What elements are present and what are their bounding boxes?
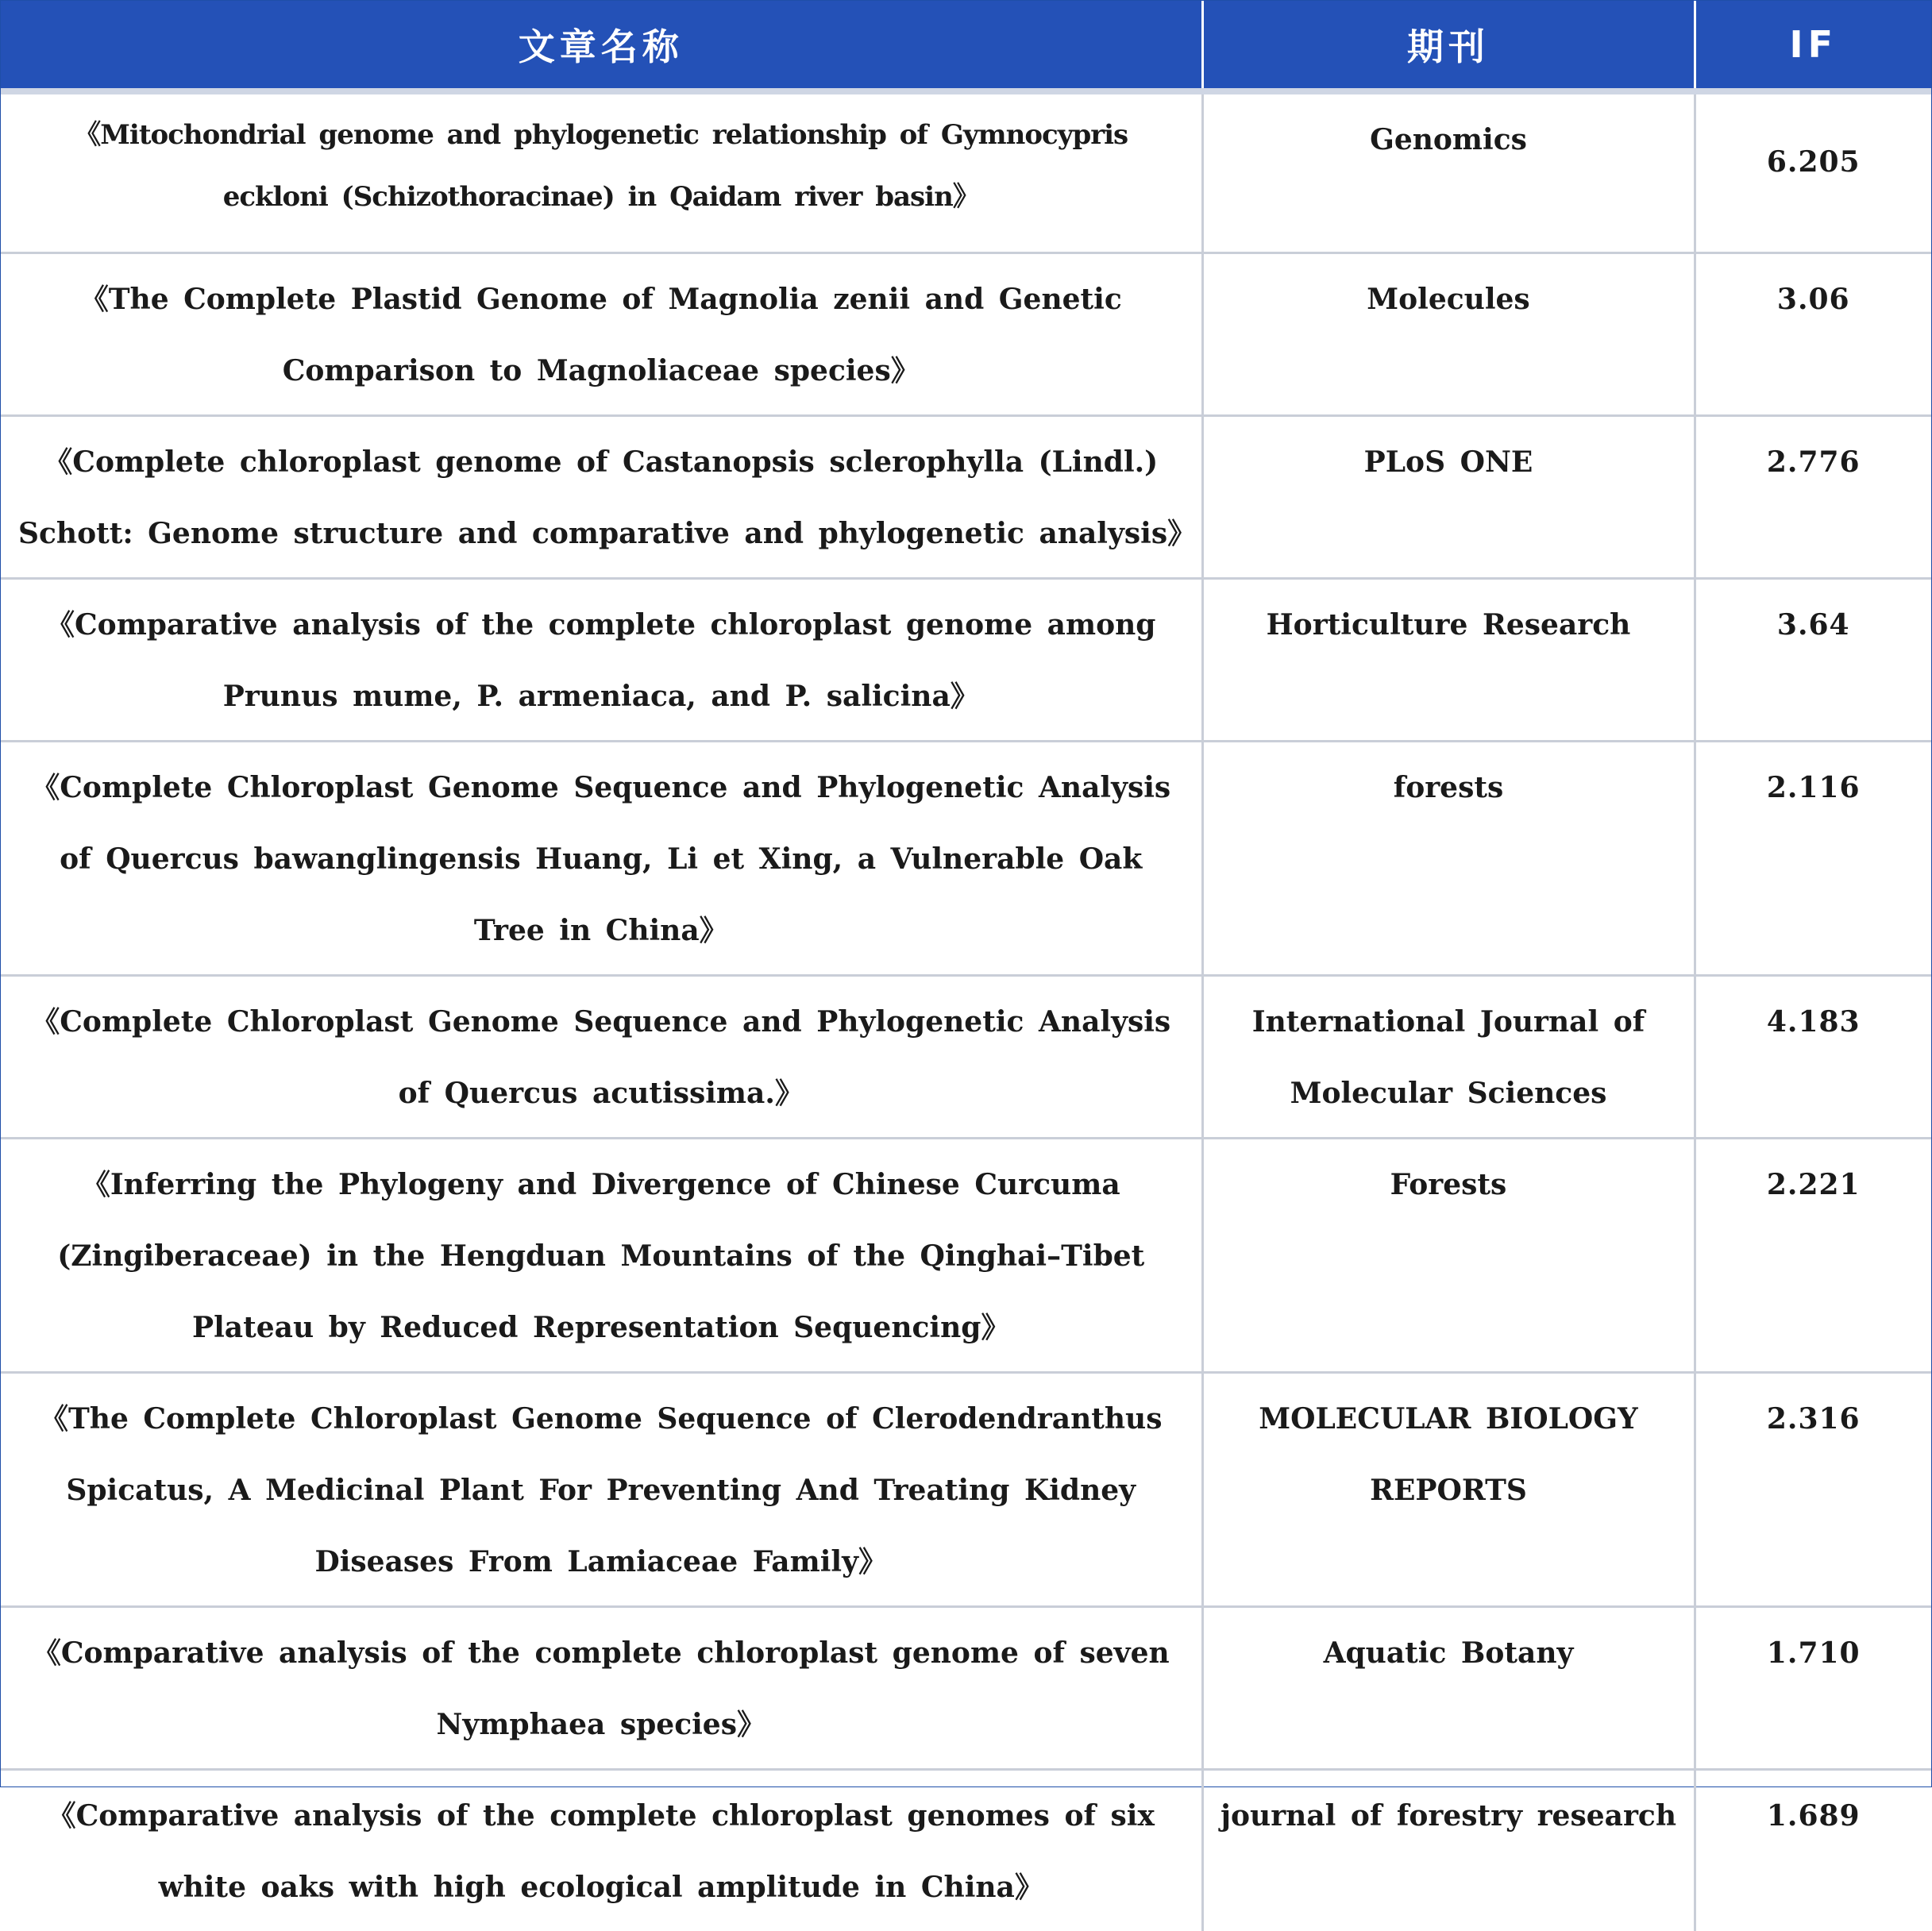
- article-title-cell: 《Complete Chloroplast Genome Sequence and Phylogenetic Analysis of Quercus bawanglingensis Huang, Li et Xing, a Vulnerable Oak Tree in China》: [1, 742, 1202, 976]
- impact-factor-cell: 3.64: [1695, 579, 1931, 742]
- journal-cell: Molecules: [1202, 253, 1695, 416]
- publication-table: [1, 1, 1931, 1931]
- journal-cell: PLoS ONE: [1202, 416, 1695, 579]
- journal-cell: Forests: [1202, 1139, 1695, 1373]
- article-title-cell: 《Comparative analysis of the complete chloroplast genomes of six white oaks with high ecological amplitude in China》: [1, 1770, 1202, 1931]
- header-row: [1, 1, 1931, 91]
- impact-factor-cell: 6.205: [1695, 91, 1931, 253]
- journal-cell: journal of forestry research: [1202, 1770, 1695, 1931]
- impact-factor-cell: 2.116: [1695, 742, 1931, 976]
- table-row: [1, 1770, 1931, 1931]
- article-title-cell: 《Complete Chloroplast Genome Sequence and Phylogenetic Analysis of Quercus acutissima.》: [1, 976, 1202, 1139]
- impact-factor-cell: 2.776: [1695, 416, 1931, 579]
- column-header-title: 文章名称: [1, 1, 1202, 91]
- column-header-journal: 期刊: [1202, 1, 1695, 91]
- table-row: [1, 1607, 1931, 1770]
- article-title-cell: 《Comparative analysis of the complete chloroplast genome among Prunus mume, P. armeniaca, and P. salicina》: [1, 579, 1202, 742]
- table-header: [1, 1, 1931, 91]
- article-title-cell: 《Comparative analysis of the complete chloroplast genome of seven Nymphaea species》: [1, 1607, 1202, 1770]
- article-title-cell: 《Complete chloroplast genome of Castanopsis sclerophylla (Lindl.) Schott: Genome structure and comparative and phylogenetic analysis》: [1, 416, 1202, 579]
- table-row: [1, 416, 1931, 579]
- table-row: [1, 976, 1931, 1139]
- impact-factor-cell: 1.710: [1695, 1607, 1931, 1770]
- table-row: [1, 742, 1931, 976]
- impact-factor-cell: 3.06: [1695, 253, 1931, 416]
- table-body: [1, 91, 1931, 1931]
- article-title-cell: 《The Complete Plastid Genome of Magnolia zenii and Genetic Comparison to Magnoliaceae species》: [1, 253, 1202, 416]
- impact-factor-cell: 4.183: [1695, 976, 1931, 1139]
- article-title-cell: 《Mitochondrial genome and phylogenetic relationship of Gymnocypris eckloni (Schizothoracinae) in Qaidam river basin》: [1, 91, 1202, 253]
- impact-factor-cell: 2.221: [1695, 1139, 1931, 1373]
- journal-cell: Horticulture Research: [1202, 579, 1695, 742]
- journal-cell: Genomics: [1202, 91, 1695, 253]
- journal-cell: MOLECULAR BIOLOGY REPORTS: [1202, 1373, 1695, 1607]
- journal-cell: forests: [1202, 742, 1695, 976]
- article-title-cell: 《The Complete Chloroplast Genome Sequence of Clerodendranthus Spicatus, A Medicinal Plant For Preventing And Treating Kidney Diseases From Lamiaceae Family》: [1, 1373, 1202, 1607]
- table-row: [1, 1139, 1931, 1373]
- table-row: [1, 579, 1931, 742]
- article-title-cell: 《Inferring the Phylogeny and Divergence of Chinese Curcuma (Zingiberaceae) in the Hengduan Mountains of the Qinghai–Tibet Plateau by Reduced Representation Sequencing》: [1, 1139, 1202, 1373]
- journal-cell: Aquatic Botany: [1202, 1607, 1695, 1770]
- journal-cell: International Journal of Molecular Sciences: [1202, 976, 1695, 1139]
- table-row: [1, 91, 1931, 253]
- impact-factor-cell: 1.689: [1695, 1770, 1931, 1931]
- impact-factor-cell: 2.316: [1695, 1373, 1931, 1607]
- table-row: [1, 253, 1931, 416]
- table-row: [1, 1373, 1931, 1607]
- column-header-if: IF: [1695, 1, 1931, 91]
